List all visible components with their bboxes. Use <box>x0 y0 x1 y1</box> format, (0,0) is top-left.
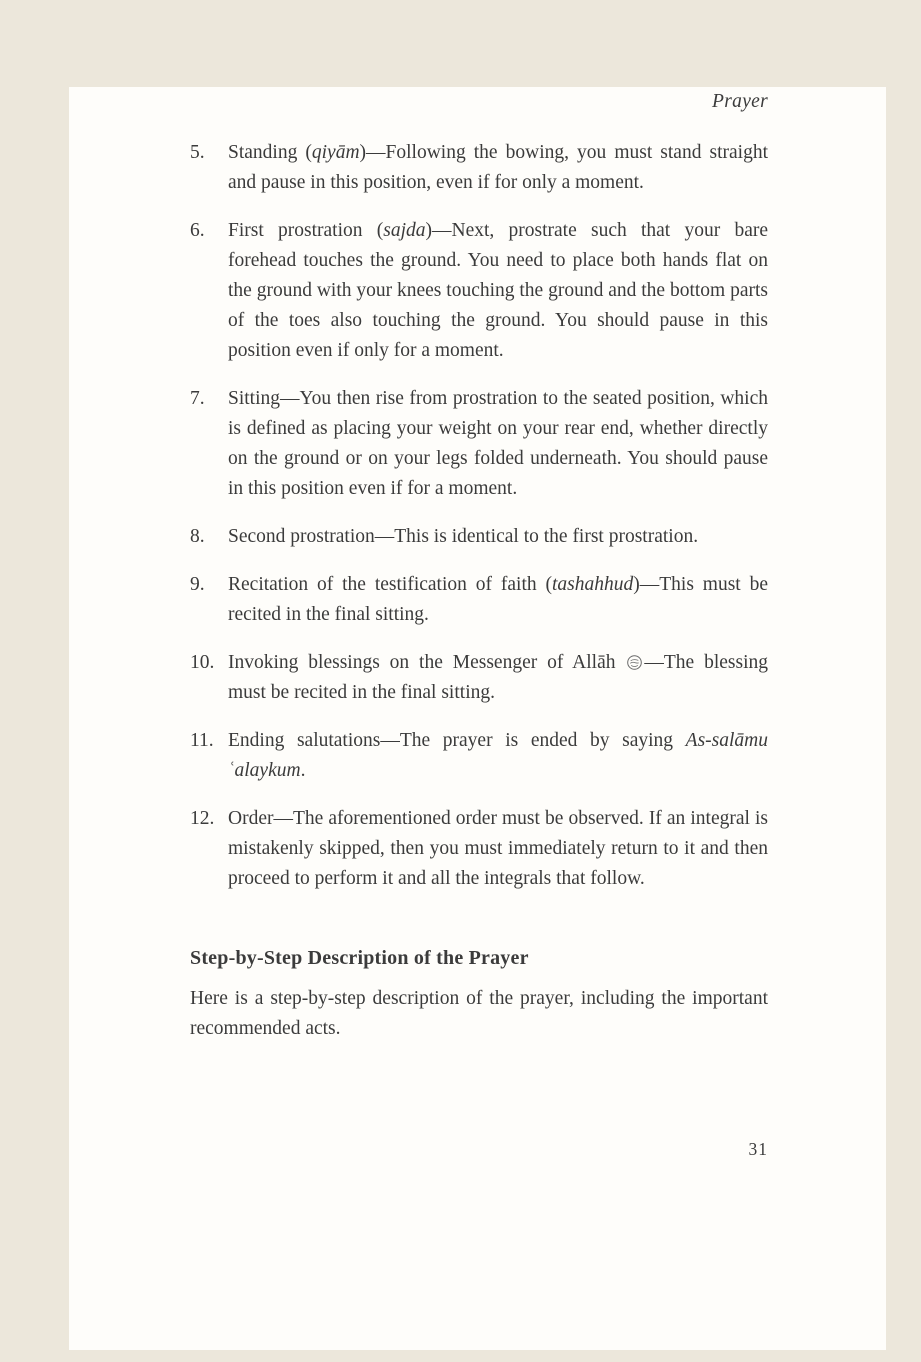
list-item <box>190 804 768 894</box>
text-run: )—Next, prostrate such that your bare forehead touches the ground. You need to place both hands flat on the ground with your knees touching the ground and the bottom parts of the toes also touching the ground. You should pause in this position even if only for a moment. <box>228 220 768 361</box>
text-run: First prostration ( <box>228 220 384 241</box>
text-run: Recitation of the testification of faith ( <box>228 574 552 595</box>
list-item-number: 8. <box>190 526 205 547</box>
list-item <box>190 648 768 708</box>
list-item <box>190 384 768 504</box>
list-item-text <box>228 652 768 703</box>
list-item <box>190 522 768 552</box>
section-heading: Step-by-Step Description of the Prayer <box>190 947 529 969</box>
text-run: Invoking blessings on the Messenger of Allāh <box>228 652 626 673</box>
text-run: Standing ( <box>228 142 312 163</box>
list-item <box>190 570 768 630</box>
text-run: Sitting—You then rise from prostration to the seated position, which is defined as placing your weight on your rear end, whether directly on the ground or on your legs folded underneath. You should pause in this position even if for a moment. <box>228 388 768 499</box>
italic-term: tashahhud <box>551 574 634 595</box>
book-page <box>69 87 886 1350</box>
list-item-text <box>228 574 768 625</box>
list-item-text <box>228 730 768 781</box>
page-number: 31 <box>748 1139 768 1159</box>
italic-term: As-salāmu ʿalaykum <box>228 730 768 781</box>
list-item <box>190 138 768 198</box>
text-run: )—This must be recited in the final sitting. <box>228 574 768 625</box>
list-item-number: 7. <box>190 388 205 409</box>
text-run: Order—The aforementioned order must be observed. If an integral is mistakenly skipped, then you must immediately return to it and then proceed to perform it and all the integrals that follow. <box>228 808 768 889</box>
page-content <box>69 87 886 1164</box>
text-run: Second prostration—This is identical to the first prostration. <box>228 526 699 547</box>
text-run: —The blessing must be recited in the final sitting. <box>228 652 768 703</box>
list-item-text <box>228 808 768 889</box>
text-run: . <box>300 760 306 781</box>
list-item <box>190 216 768 366</box>
list-item-number: 12. <box>190 808 215 829</box>
list-item-number: 10. <box>190 652 215 673</box>
list-item-text <box>228 142 768 193</box>
list-item-text <box>228 220 768 361</box>
list-item-text <box>228 526 698 547</box>
list-item-number: 6. <box>190 220 205 241</box>
text-run: )—Following the bowing, you must stand straight and pause in this position, even if for only a moment. <box>228 142 768 193</box>
list-item-number: 5. <box>190 142 205 163</box>
italic-term: sajda <box>383 220 426 241</box>
list-item-number: 9. <box>190 574 205 595</box>
list-item-number: 11. <box>190 730 214 751</box>
list-item <box>190 726 768 786</box>
integrals-list <box>190 138 768 894</box>
sallallahu-alayhi-wasallam-icon <box>626 654 643 671</box>
text-run: Ending salutations—The prayer is ended by saying <box>228 730 686 751</box>
running-head: Prayer <box>712 91 768 112</box>
list-item-text <box>228 388 768 499</box>
italic-term: qiyām <box>311 142 360 163</box>
intro-paragraph: Here is a step-by-step description of the prayer, including the important recommended acts. <box>190 988 768 1039</box>
